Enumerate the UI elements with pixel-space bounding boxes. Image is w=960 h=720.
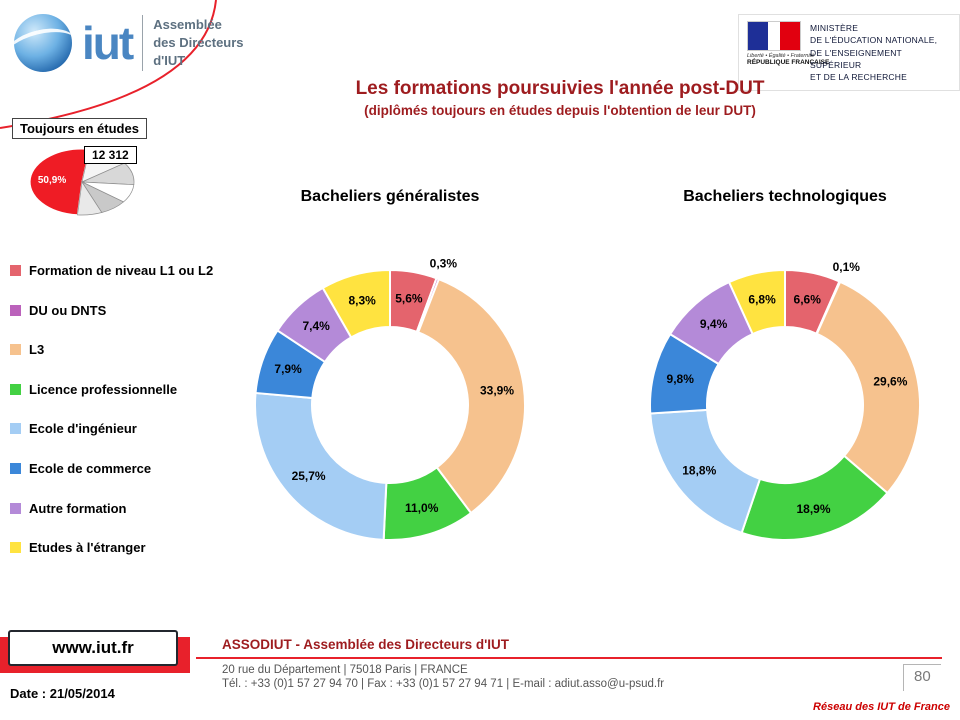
pie-data-label: 50,9% <box>37 174 67 186</box>
donut-data-label: 0,1% <box>832 259 860 274</box>
legend-item <box>10 540 225 556</box>
address-line: 20 rue du Département | 75018 Paris | FRANCE <box>222 664 468 676</box>
iut-logo-text: iut <box>82 17 133 69</box>
donut-chart-technologiques <box>620 240 950 570</box>
legend-item <box>10 342 225 358</box>
title-block <box>250 78 870 118</box>
donut-data-label: 6,6% <box>793 292 821 307</box>
ministry-line: DE L'ÉDUCATION NATIONALE, <box>810 35 938 46</box>
donut-data-label: 25,7% <box>291 468 326 483</box>
legend-swatch-icon <box>10 384 21 395</box>
donut-data-label: 8,3% <box>348 293 376 308</box>
legend-item <box>10 382 225 398</box>
logo-divider <box>142 15 143 71</box>
legend-swatch-icon <box>10 305 21 316</box>
legend-label: L3 <box>29 342 45 358</box>
legend-label: Licence professionnelle <box>29 381 178 397</box>
donut-data-label: 5,6% <box>395 291 423 306</box>
flag-motto: Liberté • Égalité • Fraternité <box>747 53 815 59</box>
legend-swatch-icon <box>10 542 21 553</box>
iut-globe-icon <box>14 14 72 72</box>
legend-label: Autre formation <box>29 500 127 516</box>
donut-data-label: 9,4% <box>699 316 728 331</box>
flag-republic: RÉPUBLIQUE FRANÇAISE <box>747 59 830 66</box>
donut-data-label: 11,0% <box>405 501 439 516</box>
slide-title: Les formations poursuivies l'année post-DUT <box>355 78 765 99</box>
chart-title-technologiques: Bacheliers technologiques <box>683 188 887 205</box>
footer-rule <box>196 657 942 659</box>
org-name-line: Assemblée <box>153 16 222 32</box>
donut-data-label: 7,4% <box>302 319 330 334</box>
legend-item <box>10 303 225 319</box>
reseau-label: Réseau des IUT de France <box>813 701 950 713</box>
org-name-line: des Directeurs <box>153 34 244 50</box>
donut-data-label: 6,8% <box>748 292 776 307</box>
legend-swatch-icon <box>10 344 21 355</box>
legend-swatch-icon <box>10 503 21 514</box>
legend-swatch-icon <box>10 265 21 276</box>
donut-segment <box>255 393 386 540</box>
donut-data-label: 33,9% <box>479 383 515 398</box>
legend-label: Formation de niveau L1 ou L2 <box>29 263 214 278</box>
contact-line: Tél. : +33 (0)1 57 27 94 70 | Fax : +33 (0)1 57 27 94 71 | E-mail : adiut.asso@u-psud.fr <box>222 678 665 690</box>
legend-item <box>10 501 225 517</box>
org-name <box>153 17 243 70</box>
date-label: Date : 21/05/2014 <box>10 686 115 701</box>
legend-item <box>10 263 225 279</box>
iut-logo <box>14 14 244 72</box>
flag-bars-icon <box>747 21 801 51</box>
legend <box>10 263 225 580</box>
legend-swatch-icon <box>10 423 21 434</box>
donut-data-label: 7,9% <box>274 362 302 377</box>
ministry-text <box>810 21 951 84</box>
toujours-count-badge: 12 312 <box>84 146 137 164</box>
toujours-en-etudes-label: Toujours en études <box>12 118 147 139</box>
french-flag-icon <box>747 21 830 66</box>
donut-data-label: 0,3% <box>429 256 458 271</box>
slide-subtitle: (diplômés toujours en études depuis l'obtention de leur DUT) <box>364 103 756 118</box>
www-iut-link[interactable]: www.iut.fr <box>8 630 178 666</box>
donut-data-label: 9,8% <box>666 371 694 386</box>
legend-label: DU ou DNTS <box>29 302 107 318</box>
ministry-line: ET DE LA RECHERCHE <box>810 72 907 83</box>
assodiut-title: ASSODIUT - Assemblée des Directeurs d'IUT <box>222 637 510 652</box>
donut-chart-generalistes <box>225 240 555 570</box>
donut-data-label: 18,8% <box>682 463 717 478</box>
donut-data-label: 18,9% <box>796 502 831 517</box>
legend-item <box>10 461 225 477</box>
page-number: 80 <box>903 664 941 691</box>
org-name-line: d'IUT <box>153 53 186 69</box>
legend-label: Ecole de commerce <box>29 460 152 476</box>
legend-swatch-icon <box>10 463 21 474</box>
legend-item <box>10 421 225 437</box>
legend-label: Etudes à l'étranger <box>29 540 146 556</box>
chart-title-generalistes: Bacheliers généralistes <box>300 188 480 205</box>
ministry-line: MINISTÈRE <box>810 23 859 33</box>
ministry-line: DE L'ENSEIGNEMENT SUPÉRIEUR <box>810 47 902 70</box>
legend-label: Ecole d'ingénieur <box>29 421 137 437</box>
donut-data-label: 29,6% <box>873 374 908 389</box>
